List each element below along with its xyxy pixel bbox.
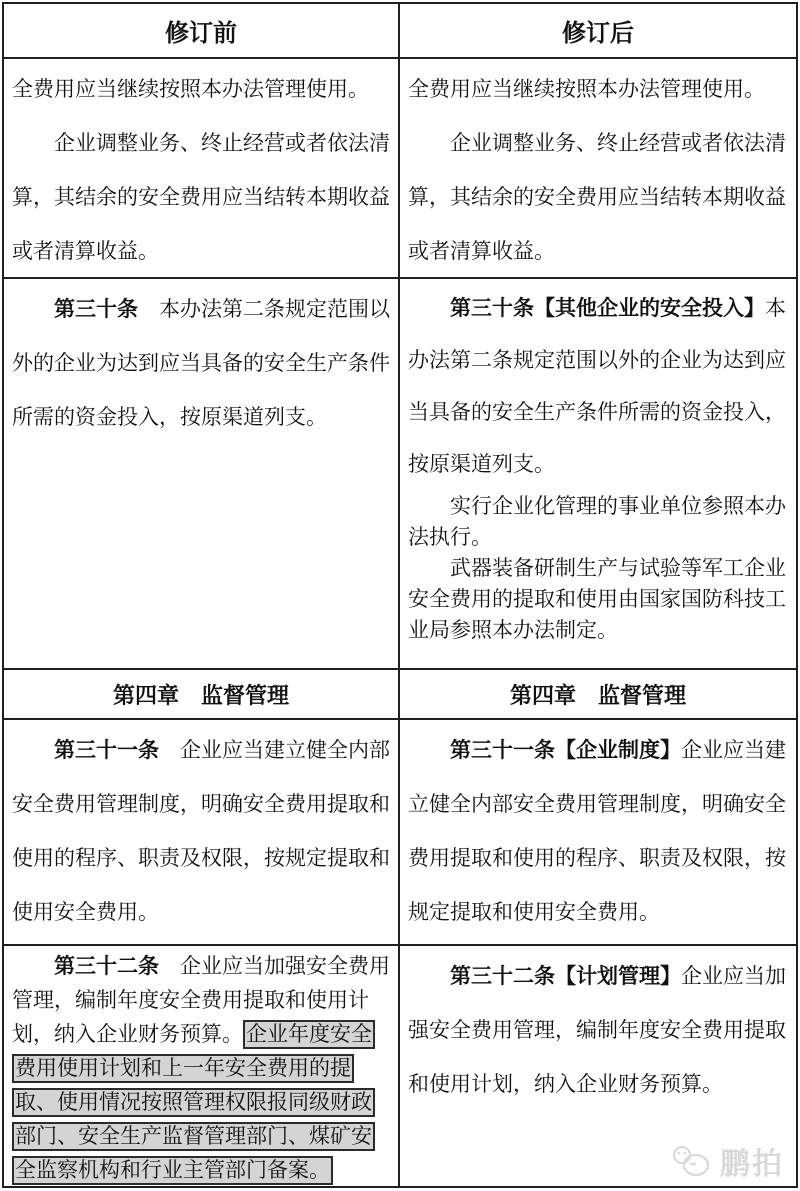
chapter-title: 第四章 监督管理 xyxy=(509,682,686,708)
chapter-title: 第四章 监督管理 xyxy=(112,682,289,708)
article-body: 企业应当建立健全内部安全费用管理制度，明确安全费用提取和使用的程序、职责及权限，按规定提取和使用安全费用。 xyxy=(12,739,390,924)
paragraph: 全费用应当继续按照本办法管理使用。 xyxy=(12,78,369,101)
article-number: 第三十条【其他企业的安全投入】 xyxy=(450,297,765,320)
header-after-label: 修订后 xyxy=(562,20,634,47)
chapter-heading-right xyxy=(400,670,796,718)
paragraph xyxy=(408,283,788,491)
cell-article31-left xyxy=(4,720,400,944)
paragraph: 武器装备研制生产与试验等军工企业安全费用的提取和使用由国家国防科技工业局参照本办法制定。 xyxy=(408,557,786,642)
cell-r1-left xyxy=(4,59,400,277)
article-number: 第三十二条 xyxy=(54,955,180,978)
cell-article32-left xyxy=(4,946,400,1186)
header-before-revision xyxy=(4,4,400,57)
article-body: 企业应当建立健全内部安全费用管理制度，明确安全费用提取和使用的程序、职责及权限，按规定提取和使用安全费用。 xyxy=(408,739,786,924)
watermark-text: 鹏拍 xyxy=(720,1148,784,1181)
article-body: 本办法第二条规定范围以外的企业为达到应当具备的安全生产条件所需的资金投入，按原渠道列支。 xyxy=(12,298,390,429)
cell-article31-right xyxy=(400,720,796,944)
paragraph: 企业调整业务、终止经营或者依法清算，其结余的安全费用应当结转本期收益或者清算收益。 xyxy=(12,132,390,263)
chapter-heading-row xyxy=(4,670,796,720)
paragraph: 全费用应当继续按照本办法管理使用。 xyxy=(408,78,765,101)
article-body: 企业应当加强安全费用管理，编制年度安全费用提取和使用计划，纳入企业财务预算。 xyxy=(12,955,390,1046)
cell-article30-left xyxy=(4,279,400,668)
paragraph xyxy=(12,724,390,940)
revision-comparison-table xyxy=(2,2,798,1188)
pengpai-logo-icon xyxy=(670,1143,714,1179)
cell-article30-right xyxy=(400,279,796,668)
article-number: 第三十一条 xyxy=(54,739,180,762)
article-body: 企业应当加强安全费用管理，编制年度安全费用提取和使用计划，纳入企业财务预算。 xyxy=(408,965,786,1096)
paragraph: 企业调整业务、终止经营或者依法清算，其结余的安全费用应当结转本期收益或者清算收益。 xyxy=(408,132,786,263)
highlighted-revision-text: 企业年度安全费用使用计划和上一年安全费用的提取、使用情况按照管理权限报同级财政部门、安全生产监督管理部门、煤矿安全监察机构和行业主管部门备案。 xyxy=(12,1020,375,1185)
article-number: 第三十条 xyxy=(54,298,159,321)
chapter-heading-left xyxy=(4,670,400,718)
paragraph xyxy=(12,283,390,445)
table-row xyxy=(4,59,796,279)
paragraph xyxy=(12,950,390,1186)
cell-r1-right xyxy=(400,59,796,277)
header-after-revision xyxy=(400,4,796,57)
paragraph xyxy=(408,950,788,1112)
article-number: 第三十一条【企业制度】 xyxy=(450,739,681,762)
paragraph xyxy=(408,724,788,940)
paragraph: 实行企业化管理的事业单位参照本办法执行。 xyxy=(408,495,786,549)
pengpai-watermark xyxy=(670,1139,784,1183)
table-row xyxy=(4,279,796,670)
table-row xyxy=(4,720,796,946)
table-header-row xyxy=(4,4,796,59)
article-body: 本办法第二条规定范围以外的企业为达到应当具备的安全生产条件所需的资金投入，按原渠道列支。 xyxy=(408,297,786,476)
header-before-label: 修订前 xyxy=(165,20,237,47)
article-number: 第三十二条【计划管理】 xyxy=(450,965,681,988)
